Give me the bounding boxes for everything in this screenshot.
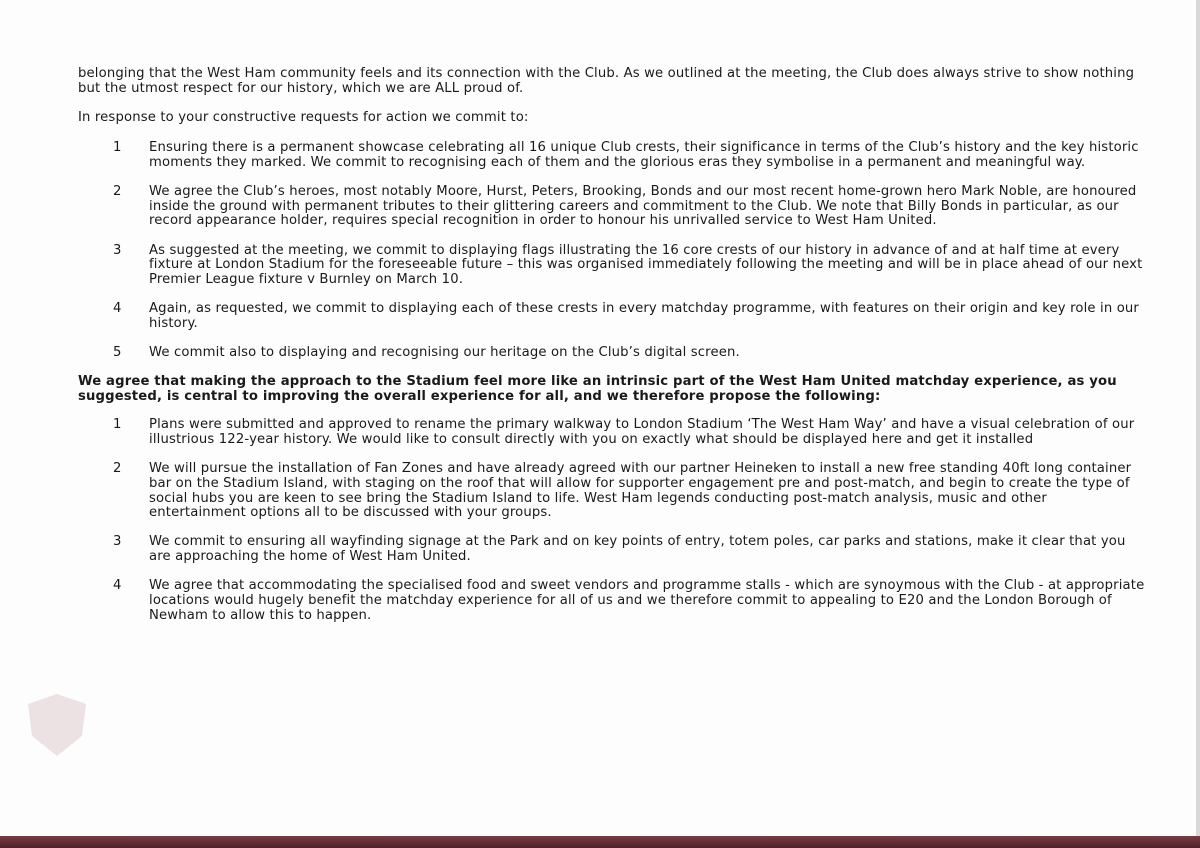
item-number: 1 xyxy=(113,417,122,433)
list-item xyxy=(78,244,1148,288)
commitment-list xyxy=(78,141,1148,361)
item-text: We will pursue the installation of Fan Zones and have already agreed with our partner Heineken to install a new free standing 40ft long container bar on the Stadium Island, with staging on the roof that will allow for supporter engagement pre and post-match, and begin to create the type of social hubs you are keen to see bring the Stadium Island to life. West Ham legends conducting post-match analysis, music and other entertainment options all to be discussed with your groups. xyxy=(149,461,1132,521)
item-text: We agree that accommodating the specialised food and sweet vendors and programme stalls - which are synoymous with the Club - at appropriate locations would hugely benefit the matchday experience for all of us and we therefore commit to appealing to E20 and the London Borough of Newham to allow this to happen. xyxy=(149,578,1145,623)
list-item xyxy=(78,141,1148,170)
letter-body xyxy=(78,67,1148,637)
list-item xyxy=(78,579,1148,623)
item-text: As suggested at the meeting, we commit to displaying flags illustrating the 16 core crests of our history in advance of and at half time at every fixture at London Stadium for the foreseeable future – this was organised immediately following the meeting and will be in place ahead of our next Premier League fixture v Burnley on March 10. xyxy=(149,242,1143,288)
item-text: Plans were submitted and approved to rename the primary walkway to London Stadium ‘The West Ham Way’ and have a visual celebration of our illustrious 122-year history. We would like to consult directly with you on exactly what should be displayed here and get it installed xyxy=(149,417,1135,447)
stadium-intro: We agree that making the approach to the Stadium feel more like an intrinsic part of the West Ham United matchday experience, as you suggested, is central to improving the overall experience for all, and we therefore propose the following: xyxy=(78,373,1117,404)
list-item xyxy=(78,185,1148,229)
item-number: 5 xyxy=(113,345,122,361)
item-text: Again, as requested, we commit to displaying each of these crests in every matchday programme, with features on their origin and key role in our history. xyxy=(149,301,1139,331)
list-item xyxy=(78,418,1148,447)
item-number: 2 xyxy=(113,184,122,200)
scan-edge xyxy=(1196,0,1200,848)
footer-band xyxy=(0,836,1200,848)
item-text: We agree the Club’s heroes, most notably Moore, Hurst, Peters, Brooking, Bonds and our most recent home-grown hero Mark Noble, are honoured inside the ground with permanent tributes to their glittering careers and commitment to the Club. We note that Billy Bonds in particular, as our record appearance holder, requires special recognition in order to honour his unrivalled service to West Ham United. xyxy=(149,184,1137,229)
item-number: 2 xyxy=(113,461,122,477)
item-text: We commit to ensuring all wayfinding signage at the Park and on key points of entry, totem poles, car parks and stations, make it clear that you are approaching the home of West Ham United. xyxy=(149,534,1126,565)
item-number: 4 xyxy=(113,301,122,317)
list-item xyxy=(78,462,1148,521)
item-text: We commit also to displaying and recognising our heritage on the Club’s digital screen. xyxy=(149,345,740,361)
crest-watermark-icon xyxy=(22,690,92,760)
list-item xyxy=(78,346,1148,361)
intro-paragraph: belonging that the West Ham community feels and its connection with the Club. As we outlined at the meeting, the Club does always strive to show nothing but the utmost respect for our history, which we are ALL proud of. xyxy=(78,66,1135,96)
list-item xyxy=(78,535,1148,564)
proposal-list xyxy=(78,418,1148,623)
item-number: 3 xyxy=(113,242,122,258)
item-number: 3 xyxy=(113,534,122,550)
list-item xyxy=(78,302,1148,331)
commitment-intro: In response to your constructive requests for action we commit to: xyxy=(78,110,529,126)
item-text: Ensuring there is a permanent showcase celebrating all 16 unique Club crests, their significance in terms of the Club’s history and the key historic moments they marked. We commit to recognising each of them and the glorious eras they symbolise in a permanent and meaningful way. xyxy=(149,140,1139,170)
item-number: 4 xyxy=(113,578,122,594)
item-number: 1 xyxy=(113,140,122,156)
